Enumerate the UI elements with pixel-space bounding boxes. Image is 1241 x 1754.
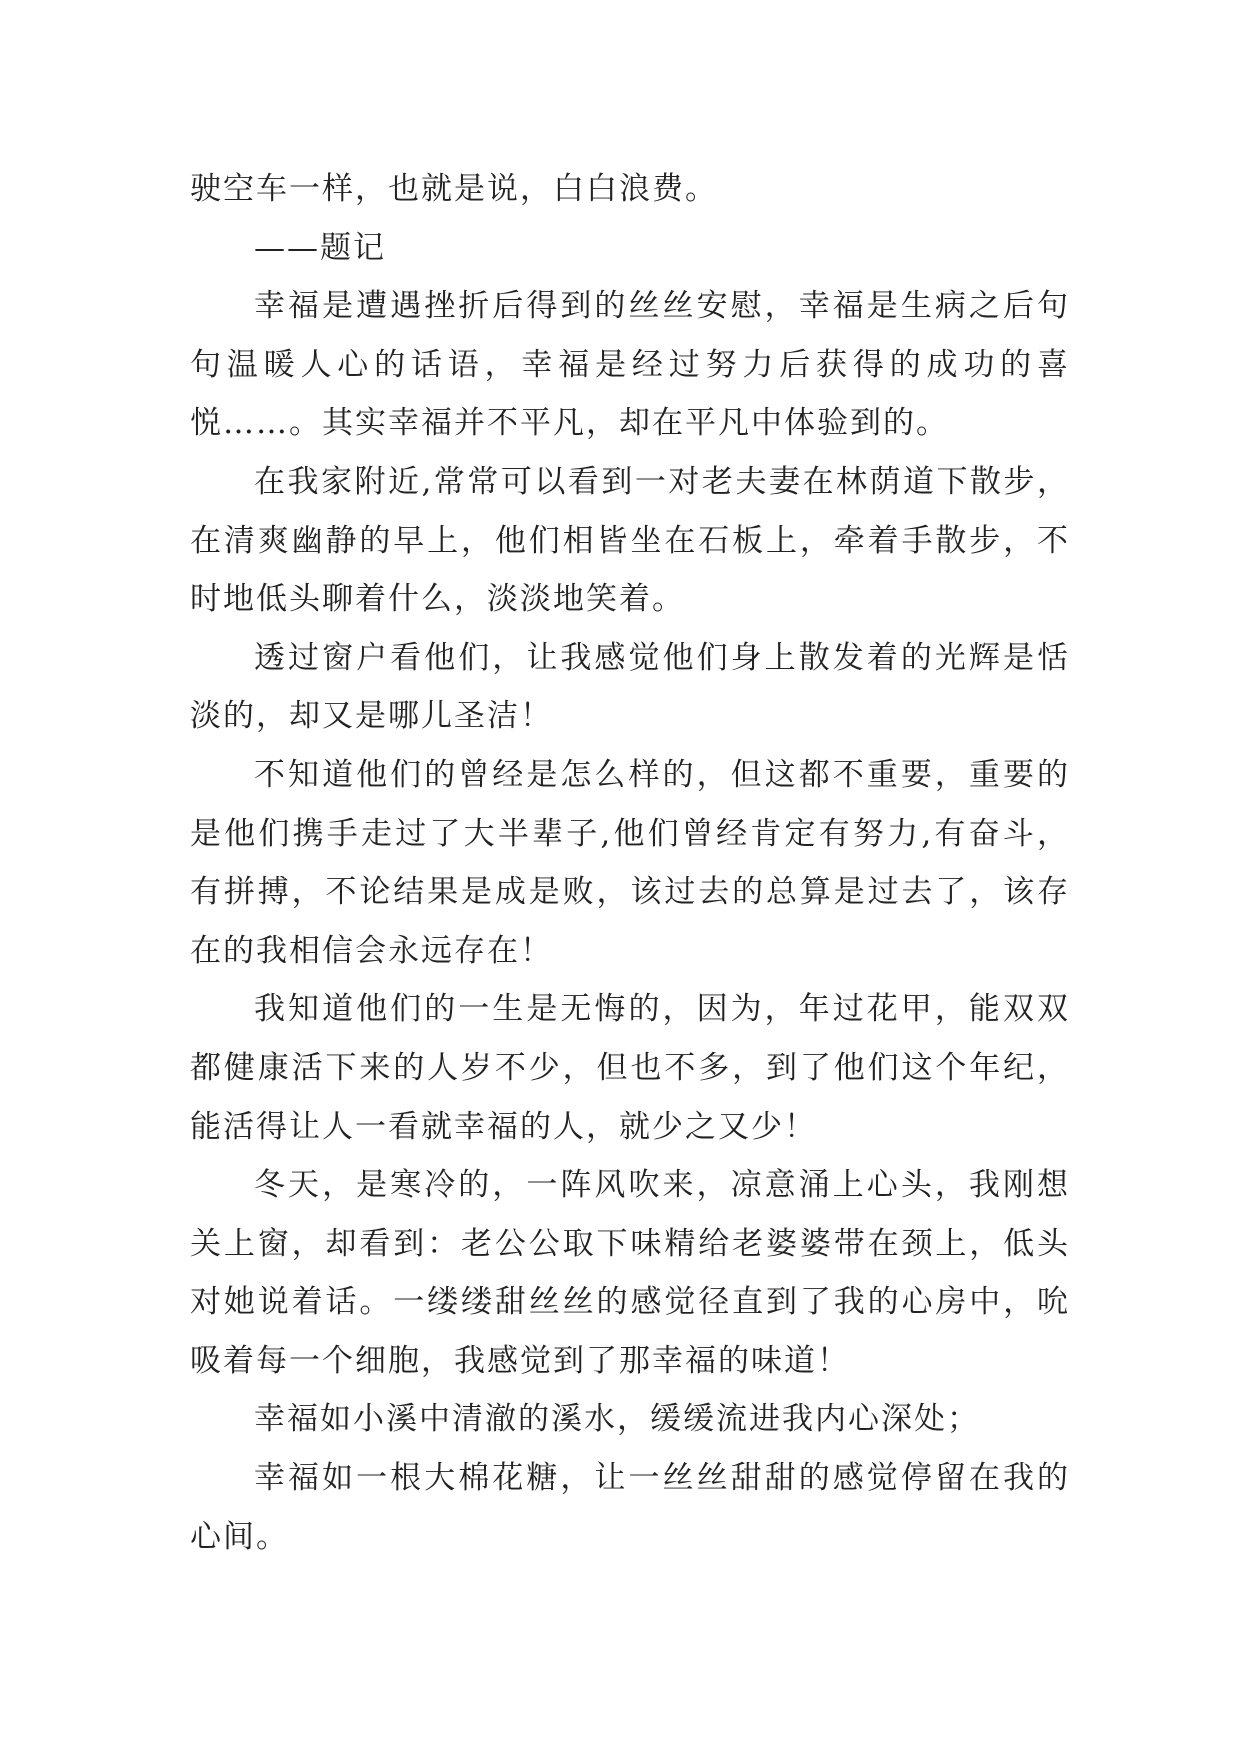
paragraph-5: 透过窗户看他们，让我感觉他们身上散发着的光辉是恬淡的，却又是哪儿圣洁！ xyxy=(190,639,1070,735)
paragraph-epigraph-attribution: ——题记 xyxy=(254,229,386,266)
paragraph-3: 幸福是遭遇挫折后得到的丝丝安慰，幸福是生病之后句句温暖人心的话语，幸福是经过努力后获得的成功的喜悦……。其实幸福并不平凡，却在平凡中体验到的。 xyxy=(190,288,1070,442)
paragraph-6: 不知道他们的曾经是怎么样的，但这都不重要，重要的是他们携手走过了大半辈子,他们曾经肯定有努力,有奋斗，有拼搏，不论结果是成是败，该过去的总算是过去了，该存在的我相信会永远存在！ xyxy=(190,756,1070,969)
paragraph-9: 幸福如小溪中清澈的溪水，缓缓流进我内心深处； xyxy=(254,1401,980,1438)
paragraph-8: 冬天，是寒冷的，一阵风吹来，凉意涌上心头，我刚想关上窗，却看到：老公公取下味精给老婆婆带在颈上，低头对她说着话。一缕缕甜丝丝的感觉径直到了我的心房中，吮吸着每一个细胞，我感觉到了那幸福的味道！ xyxy=(190,1167,1070,1379)
paragraph-10: 幸福如一根大棉花糖，让一丝丝甜甜的感觉停留在我的心间。 xyxy=(190,1460,1070,1555)
paragraph-1: 驶空车一样，也就是说，白白浪费。 xyxy=(190,171,718,207)
paragraph-4: 在我家附近,常常可以看到一对老夫妻在林荫道下散步，在清爽幽静的早上，他们相皆坐在石板上，牵着手散步，不时地低头聊着什么，淡淡地笑着。 xyxy=(190,463,1070,618)
document-body xyxy=(190,160,1070,1566)
paragraph-7: 我知道他们的一生是无悔的，因为，年过花甲，能双双都健康活下来的人岁不少，但也不多，到了他们这个年纪，能活得让人一看就幸福的人，就少之又少！ xyxy=(190,991,1070,1145)
